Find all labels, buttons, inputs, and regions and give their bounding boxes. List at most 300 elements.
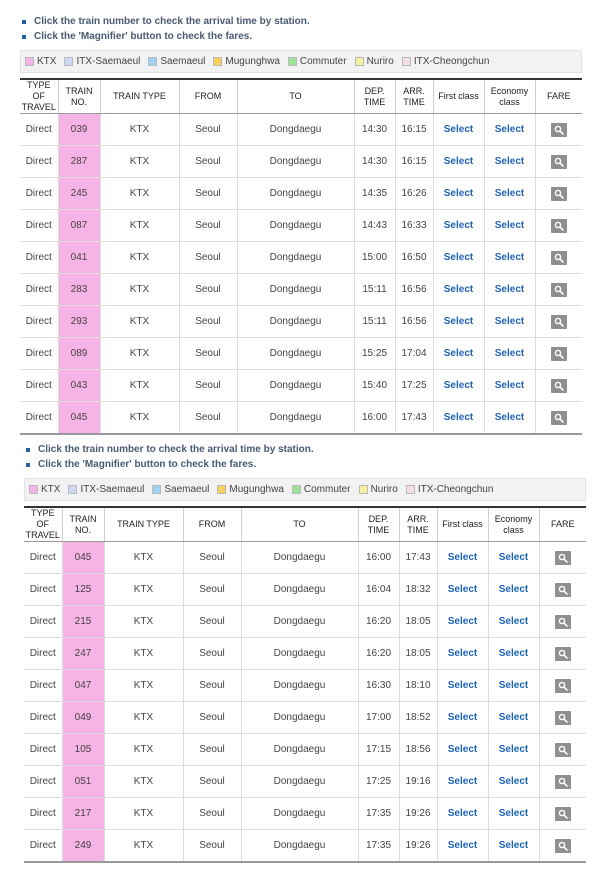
table-row bbox=[20, 338, 582, 370]
col-header-from: FROM bbox=[183, 507, 241, 542]
train-number-cell[interactable] bbox=[58, 114, 100, 146]
train-number-link[interactable]: 217 bbox=[74, 808, 92, 819]
legend-swatch-mugunghwa bbox=[213, 57, 222, 66]
from-cell: Seoul bbox=[183, 638, 241, 670]
train-number-cell[interactable] bbox=[58, 338, 100, 370]
fare-magnifier-button[interactable] bbox=[551, 123, 567, 137]
col-header-train-type: TRAIN TYPE bbox=[104, 507, 183, 542]
col-header-first-class: First class bbox=[433, 79, 484, 114]
col-header-train-no bbox=[62, 507, 104, 542]
table-row bbox=[20, 274, 582, 306]
arr-time-cell: 18:32 bbox=[399, 574, 437, 606]
dep-time-cell: 17:00 bbox=[358, 702, 399, 734]
first-class-cell bbox=[433, 242, 484, 274]
from-cell: Seoul bbox=[179, 306, 237, 338]
legend-swatch-itx-saemaeul bbox=[68, 485, 77, 494]
fare-magnifier-button[interactable] bbox=[555, 679, 571, 693]
table-row bbox=[24, 734, 586, 766]
dep-time-cell: 16:20 bbox=[358, 606, 399, 638]
header-text: TRAIN bbox=[65, 85, 93, 96]
fare-cell bbox=[535, 178, 582, 210]
economy-class-cell bbox=[488, 606, 539, 638]
col-header-first-class: First class bbox=[437, 507, 488, 542]
legend-label: Commuter bbox=[299, 56, 347, 67]
first-class-cell bbox=[437, 670, 488, 702]
table-row bbox=[20, 306, 582, 338]
train-number-link[interactable]: 047 bbox=[74, 680, 92, 691]
col-header-to: TO bbox=[237, 79, 354, 114]
fare-cell bbox=[539, 638, 586, 670]
train-type-cell: KTX bbox=[100, 338, 179, 370]
arr-time-cell: 16:50 bbox=[395, 242, 433, 274]
train-number-link[interactable]: 045 bbox=[70, 412, 88, 423]
economy-class-select-button[interactable]: Select bbox=[494, 220, 525, 231]
legend-label: Saemaeul bbox=[160, 56, 206, 67]
type-of-travel-cell: Direct bbox=[20, 242, 58, 274]
arr-time-cell: 18:56 bbox=[399, 734, 437, 766]
type-of-travel-cell: Direct bbox=[24, 702, 62, 734]
fare-magnifier-button[interactable] bbox=[555, 775, 571, 789]
first-class-select-button[interactable]: Select bbox=[447, 744, 478, 755]
from-cell: Seoul bbox=[179, 178, 237, 210]
train-number-cell[interactable] bbox=[58, 178, 100, 210]
train-number-link[interactable]: 049 bbox=[74, 712, 92, 723]
train-number-link[interactable]: 043 bbox=[70, 380, 88, 391]
header-text: TRAVEL bbox=[21, 102, 56, 112]
legend-swatch-nuriro bbox=[359, 485, 368, 494]
type-of-travel-cell: Direct bbox=[20, 402, 58, 435]
fare-magnifier-button[interactable] bbox=[555, 711, 571, 725]
economy-class-select-button[interactable]: Select bbox=[498, 744, 529, 755]
fare-magnifier-button[interactable] bbox=[551, 251, 567, 265]
train-type-cell: KTX bbox=[100, 402, 179, 435]
economy-class-cell bbox=[488, 702, 539, 734]
train-type-cell: KTX bbox=[100, 370, 179, 402]
legend-label: Mugunghwa bbox=[225, 56, 280, 67]
economy-class-select-button[interactable]: Select bbox=[498, 776, 529, 787]
first-class-select-button[interactable]: Select bbox=[443, 188, 474, 199]
dep-time-cell: 14:35 bbox=[354, 178, 395, 210]
legend-item-itx-cheongchun bbox=[402, 56, 490, 67]
table-header-row bbox=[24, 507, 586, 542]
first-class-cell bbox=[437, 766, 488, 798]
fare-cell bbox=[535, 402, 582, 435]
fare-magnifier-button[interactable] bbox=[551, 219, 567, 233]
train-number-link[interactable]: 087 bbox=[70, 220, 88, 231]
col-header-arr-time bbox=[399, 507, 437, 542]
train-number-cell[interactable] bbox=[62, 702, 104, 734]
from-cell: Seoul bbox=[183, 542, 241, 574]
legend-item-nuriro bbox=[359, 484, 398, 495]
train-type-cell: KTX bbox=[104, 606, 183, 638]
economy-class-select-button[interactable]: Select bbox=[494, 252, 525, 263]
train-number-cell[interactable] bbox=[62, 606, 104, 638]
fare-magnifier-button[interactable] bbox=[555, 551, 571, 565]
arr-time-cell: 17:43 bbox=[399, 542, 437, 574]
train-type-cell: KTX bbox=[100, 242, 179, 274]
legend-item-commuter bbox=[292, 484, 351, 495]
type-of-travel-cell: Direct bbox=[20, 306, 58, 338]
col-header-dep-time bbox=[354, 79, 395, 114]
train-number-link[interactable]: 215 bbox=[74, 616, 92, 627]
economy-class-cell bbox=[488, 670, 539, 702]
legend-item-mugunghwa bbox=[217, 484, 283, 495]
first-class-cell bbox=[437, 734, 488, 766]
train-type-cell: KTX bbox=[100, 114, 179, 146]
to-cell: Dongdaegu bbox=[237, 274, 354, 306]
arr-time-cell: 16:56 bbox=[395, 306, 433, 338]
train-number-cell[interactable] bbox=[62, 670, 104, 702]
to-cell: Dongdaegu bbox=[241, 734, 358, 766]
economy-class-cell bbox=[488, 766, 539, 798]
legend-item-nuriro bbox=[355, 56, 394, 67]
train-number-link[interactable]: 125 bbox=[74, 584, 92, 595]
economy-class-select-button[interactable]: Select bbox=[498, 584, 529, 595]
economy-class-cell bbox=[488, 638, 539, 670]
fare-magnifier-button[interactable] bbox=[551, 283, 567, 297]
economy-class-select-button[interactable]: Select bbox=[498, 840, 529, 851]
train-type-cell: KTX bbox=[104, 798, 183, 830]
dep-time-cell: 16:20 bbox=[358, 638, 399, 670]
from-cell: Seoul bbox=[179, 210, 237, 242]
fare-magnifier-button[interactable] bbox=[551, 187, 567, 201]
to-cell: Dongdaegu bbox=[241, 766, 358, 798]
fare-cell bbox=[539, 670, 586, 702]
train-number-cell[interactable] bbox=[62, 766, 104, 798]
train-number-link[interactable]: 045 bbox=[74, 552, 92, 563]
to-cell: Dongdaegu bbox=[237, 178, 354, 210]
dep-time-cell: 15:11 bbox=[354, 274, 395, 306]
economy-class-cell bbox=[488, 830, 539, 863]
header-text: TYPE OF bbox=[30, 508, 55, 529]
to-cell: Dongdaegu bbox=[237, 370, 354, 402]
from-cell: Seoul bbox=[183, 734, 241, 766]
train-number-link[interactable]: 249 bbox=[74, 840, 92, 851]
train-number-cell[interactable] bbox=[58, 306, 100, 338]
economy-class-select-button[interactable]: Select bbox=[494, 124, 525, 135]
first-class-select-button[interactable]: Select bbox=[447, 680, 478, 691]
header-text: TIME bbox=[403, 96, 425, 107]
arr-time-cell: 17:25 bbox=[395, 370, 433, 402]
train-number-cell[interactable] bbox=[58, 370, 100, 402]
economy-class-cell bbox=[488, 574, 539, 606]
fare-cell bbox=[535, 370, 582, 402]
fare-cell bbox=[539, 766, 586, 798]
first-class-select-button[interactable]: Select bbox=[447, 840, 478, 851]
legend-label: Commuter bbox=[303, 484, 351, 495]
first-class-select-button[interactable]: Select bbox=[447, 648, 478, 659]
type-of-travel-cell: Direct bbox=[24, 574, 62, 606]
economy-class-select-button[interactable]: Select bbox=[494, 412, 525, 423]
train-number-link[interactable]: 287 bbox=[70, 156, 88, 167]
to-cell: Dongdaegu bbox=[237, 114, 354, 146]
train-number-link[interactable]: 247 bbox=[74, 648, 92, 659]
header-text: NO. bbox=[70, 96, 87, 107]
fare-cell bbox=[539, 542, 586, 574]
header-text: TRAIN bbox=[69, 513, 97, 524]
economy-class-select-button[interactable]: Select bbox=[494, 188, 525, 199]
to-cell: Dongdaegu bbox=[241, 798, 358, 830]
first-class-select-button[interactable]: Select bbox=[443, 124, 474, 135]
timetable-section-1 bbox=[20, 14, 582, 435]
legend-label: ITX-Cheongchun bbox=[413, 56, 490, 67]
magnifier-icon bbox=[554, 285, 564, 295]
instructions-list bbox=[20, 14, 582, 44]
train-number-link[interactable]: 293 bbox=[70, 316, 88, 327]
type-of-travel-cell: Direct bbox=[24, 766, 62, 798]
first-class-cell bbox=[437, 606, 488, 638]
train-number-link[interactable]: 051 bbox=[74, 776, 92, 787]
magnifier-icon bbox=[554, 349, 564, 359]
type-of-travel-cell: Direct bbox=[20, 114, 58, 146]
to-cell: Dongdaegu bbox=[237, 210, 354, 242]
first-class-select-button[interactable]: Select bbox=[443, 156, 474, 167]
to-cell: Dongdaegu bbox=[241, 702, 358, 734]
fare-magnifier-button[interactable] bbox=[555, 583, 571, 597]
economy-class-select-button[interactable]: Select bbox=[498, 648, 529, 659]
legend-item-commuter bbox=[288, 56, 347, 67]
economy-class-cell bbox=[484, 402, 535, 435]
first-class-cell bbox=[437, 542, 488, 574]
train-number-cell[interactable] bbox=[62, 638, 104, 670]
fare-magnifier-button[interactable] bbox=[555, 807, 571, 821]
table-row bbox=[20, 146, 582, 178]
arr-time-cell: 18:05 bbox=[399, 606, 437, 638]
magnifier-icon bbox=[554, 157, 564, 167]
legend-swatch-itx-saemaeul bbox=[64, 57, 73, 66]
train-type-cell: KTX bbox=[104, 702, 183, 734]
fare-magnifier-button[interactable] bbox=[551, 155, 567, 169]
fare-magnifier-button[interactable] bbox=[551, 379, 567, 393]
train-type-cell: KTX bbox=[104, 638, 183, 670]
table-row bbox=[24, 638, 586, 670]
first-class-select-button[interactable]: Select bbox=[447, 552, 478, 563]
arr-time-cell: 16:26 bbox=[395, 178, 433, 210]
instruction-magnifier: Click the 'Magnifier' button to check the fares. bbox=[24, 457, 586, 472]
magnifier-icon bbox=[554, 253, 564, 263]
legend-swatch-ktx bbox=[25, 57, 34, 66]
train-number-cell[interactable] bbox=[58, 274, 100, 306]
type-of-travel-cell: Direct bbox=[24, 798, 62, 830]
fare-cell bbox=[539, 734, 586, 766]
first-class-select-button[interactable]: Select bbox=[447, 584, 478, 595]
fare-cell bbox=[535, 306, 582, 338]
first-class-select-button[interactable]: Select bbox=[443, 380, 474, 391]
arr-time-cell: 17:04 bbox=[395, 338, 433, 370]
col-header-train-type: TRAIN TYPE bbox=[100, 79, 179, 114]
first-class-select-button[interactable]: Select bbox=[447, 776, 478, 787]
economy-class-select-button[interactable]: Select bbox=[494, 316, 525, 327]
table-row bbox=[24, 830, 586, 863]
economy-class-cell bbox=[484, 274, 535, 306]
magnifier-icon bbox=[558, 713, 568, 723]
fare-magnifier-button[interactable] bbox=[555, 743, 571, 757]
economy-class-select-button[interactable]: Select bbox=[494, 156, 525, 167]
first-class-select-button[interactable]: Select bbox=[447, 616, 478, 627]
economy-class-select-button[interactable]: Select bbox=[498, 808, 529, 819]
first-class-cell bbox=[433, 178, 484, 210]
from-cell: Seoul bbox=[179, 114, 237, 146]
to-cell: Dongdaegu bbox=[237, 402, 354, 435]
first-class-select-button[interactable]: Select bbox=[443, 220, 474, 231]
col-header-from: FROM bbox=[179, 79, 237, 114]
header-text: TIME bbox=[407, 524, 429, 535]
magnifier-icon bbox=[554, 221, 564, 231]
train-number-cell[interactable] bbox=[62, 574, 104, 606]
first-class-cell bbox=[437, 574, 488, 606]
table-row bbox=[24, 798, 586, 830]
train-number-cell[interactable] bbox=[58, 210, 100, 242]
fare-magnifier-button[interactable] bbox=[555, 615, 571, 629]
dep-time-cell: 14:43 bbox=[354, 210, 395, 242]
first-class-cell bbox=[433, 274, 484, 306]
to-cell: Dongdaegu bbox=[237, 306, 354, 338]
magnifier-icon bbox=[558, 585, 568, 595]
economy-class-select-button[interactable]: Select bbox=[494, 380, 525, 391]
header-text: ARR. bbox=[407, 513, 429, 524]
legend-item-itx-saemaeul bbox=[64, 56, 140, 67]
from-cell: Seoul bbox=[179, 146, 237, 178]
to-cell: Dongdaegu bbox=[241, 606, 358, 638]
train-type-legend bbox=[20, 50, 582, 73]
from-cell: Seoul bbox=[179, 242, 237, 274]
fare-magnifier-button[interactable] bbox=[551, 347, 567, 361]
train-number-link[interactable]: 283 bbox=[70, 284, 88, 295]
train-number-link[interactable]: 245 bbox=[70, 188, 88, 199]
economy-class-select-button[interactable]: Select bbox=[494, 284, 525, 295]
magnifier-icon bbox=[558, 553, 568, 563]
legend-swatch-mugunghwa bbox=[217, 485, 226, 494]
train-number-link[interactable]: 089 bbox=[70, 348, 88, 359]
magnifier-icon bbox=[558, 617, 568, 627]
economy-class-select-button[interactable]: Select bbox=[498, 552, 529, 563]
train-number-cell[interactable] bbox=[58, 402, 100, 435]
train-number-cell[interactable] bbox=[58, 242, 100, 274]
economy-class-select-button[interactable]: Select bbox=[498, 616, 529, 627]
legend-swatch-commuter bbox=[292, 485, 301, 494]
legend-swatch-nuriro bbox=[355, 57, 364, 66]
table-row bbox=[20, 370, 582, 402]
from-cell: Seoul bbox=[183, 798, 241, 830]
dep-time-cell: 17:35 bbox=[358, 798, 399, 830]
first-class-cell bbox=[437, 798, 488, 830]
economy-class-cell bbox=[488, 542, 539, 574]
economy-class-cell bbox=[484, 114, 535, 146]
economy-class-cell bbox=[484, 242, 535, 274]
train-type-cell: KTX bbox=[104, 574, 183, 606]
header-text: ARR. bbox=[403, 85, 425, 96]
from-cell: Seoul bbox=[179, 402, 237, 435]
first-class-select-button[interactable]: Select bbox=[443, 252, 474, 263]
economy-class-cell bbox=[484, 178, 535, 210]
magnifier-icon bbox=[554, 317, 564, 327]
legend-item-saemaeul bbox=[152, 484, 209, 495]
train-number-cell[interactable] bbox=[58, 146, 100, 178]
economy-class-cell bbox=[484, 338, 535, 370]
type-of-travel-cell: Direct bbox=[24, 606, 62, 638]
first-class-select-button[interactable]: Select bbox=[443, 412, 474, 423]
legend-swatch-ktx bbox=[29, 485, 38, 494]
type-of-travel-cell: Direct bbox=[24, 542, 62, 574]
arr-time-cell: 17:43 bbox=[395, 402, 433, 435]
train-type-cell: KTX bbox=[104, 670, 183, 702]
legend-swatch-commuter bbox=[288, 57, 297, 66]
legend-item-ktx bbox=[25, 56, 56, 67]
type-of-travel-cell: Direct bbox=[24, 830, 62, 863]
header-text: TRAVEL bbox=[25, 530, 60, 540]
train-type-cell: KTX bbox=[100, 210, 179, 242]
from-cell: Seoul bbox=[179, 370, 237, 402]
economy-class-select-button[interactable]: Select bbox=[498, 712, 529, 723]
train-number-cell[interactable] bbox=[62, 830, 104, 863]
table-row bbox=[24, 766, 586, 798]
magnifier-icon bbox=[558, 841, 568, 851]
col-header-economy-class bbox=[488, 507, 539, 542]
train-number-link[interactable]: 041 bbox=[70, 252, 88, 263]
train-number-link[interactable]: 039 bbox=[70, 124, 88, 135]
instruction-magnifier: Click the 'Magnifier' button to check the fares. bbox=[20, 29, 582, 44]
dep-time-cell: 16:30 bbox=[358, 670, 399, 702]
to-cell: Dongdaegu bbox=[241, 830, 358, 863]
first-class-cell bbox=[433, 114, 484, 146]
magnifier-icon bbox=[554, 189, 564, 199]
legend-item-itx-saemaeul bbox=[68, 484, 144, 495]
dep-time-cell: 16:00 bbox=[354, 402, 395, 435]
economy-class-select-button[interactable]: Select bbox=[498, 680, 529, 691]
economy-class-cell bbox=[484, 306, 535, 338]
first-class-select-button[interactable]: Select bbox=[443, 348, 474, 359]
fare-magnifier-button[interactable] bbox=[551, 315, 567, 329]
table-row bbox=[20, 114, 582, 146]
fare-cell bbox=[535, 114, 582, 146]
instructions-list bbox=[24, 442, 586, 472]
train-timetable bbox=[20, 78, 582, 435]
to-cell: Dongdaegu bbox=[241, 574, 358, 606]
economy-class-cell bbox=[488, 734, 539, 766]
train-type-cell: KTX bbox=[100, 274, 179, 306]
legend-label: ITX-Saemaeul bbox=[80, 484, 145, 495]
legend-item-saemaeul bbox=[148, 56, 205, 67]
type-of-travel-cell: Direct bbox=[20, 338, 58, 370]
fare-magnifier-button[interactable] bbox=[555, 839, 571, 853]
magnifier-icon bbox=[558, 681, 568, 691]
first-class-select-button[interactable]: Select bbox=[443, 284, 474, 295]
table-row bbox=[20, 178, 582, 210]
table-row bbox=[20, 210, 582, 242]
first-class-select-button[interactable]: Select bbox=[447, 712, 478, 723]
first-class-cell bbox=[433, 402, 484, 435]
train-number-link[interactable]: 105 bbox=[74, 744, 92, 755]
header-text: Economy bbox=[494, 513, 533, 524]
type-of-travel-cell: Direct bbox=[20, 274, 58, 306]
first-class-select-button[interactable]: Select bbox=[443, 316, 474, 327]
legend-swatch-itx-cheongchun bbox=[406, 485, 415, 494]
train-number-cell[interactable] bbox=[62, 734, 104, 766]
header-text: DEP. bbox=[368, 513, 389, 524]
dep-time-cell: 15:00 bbox=[354, 242, 395, 274]
arr-time-cell: 18:52 bbox=[399, 702, 437, 734]
fare-magnifier-button[interactable] bbox=[555, 647, 571, 661]
fare-magnifier-button[interactable] bbox=[551, 411, 567, 425]
train-type-cell: KTX bbox=[100, 306, 179, 338]
first-class-cell bbox=[433, 338, 484, 370]
legend-label: Saemaeul bbox=[164, 484, 210, 495]
train-number-cell[interactable] bbox=[62, 798, 104, 830]
first-class-select-button[interactable]: Select bbox=[447, 808, 478, 819]
economy-class-select-button[interactable]: Select bbox=[494, 348, 525, 359]
train-type-cell: KTX bbox=[100, 146, 179, 178]
train-number-cell[interactable] bbox=[62, 542, 104, 574]
